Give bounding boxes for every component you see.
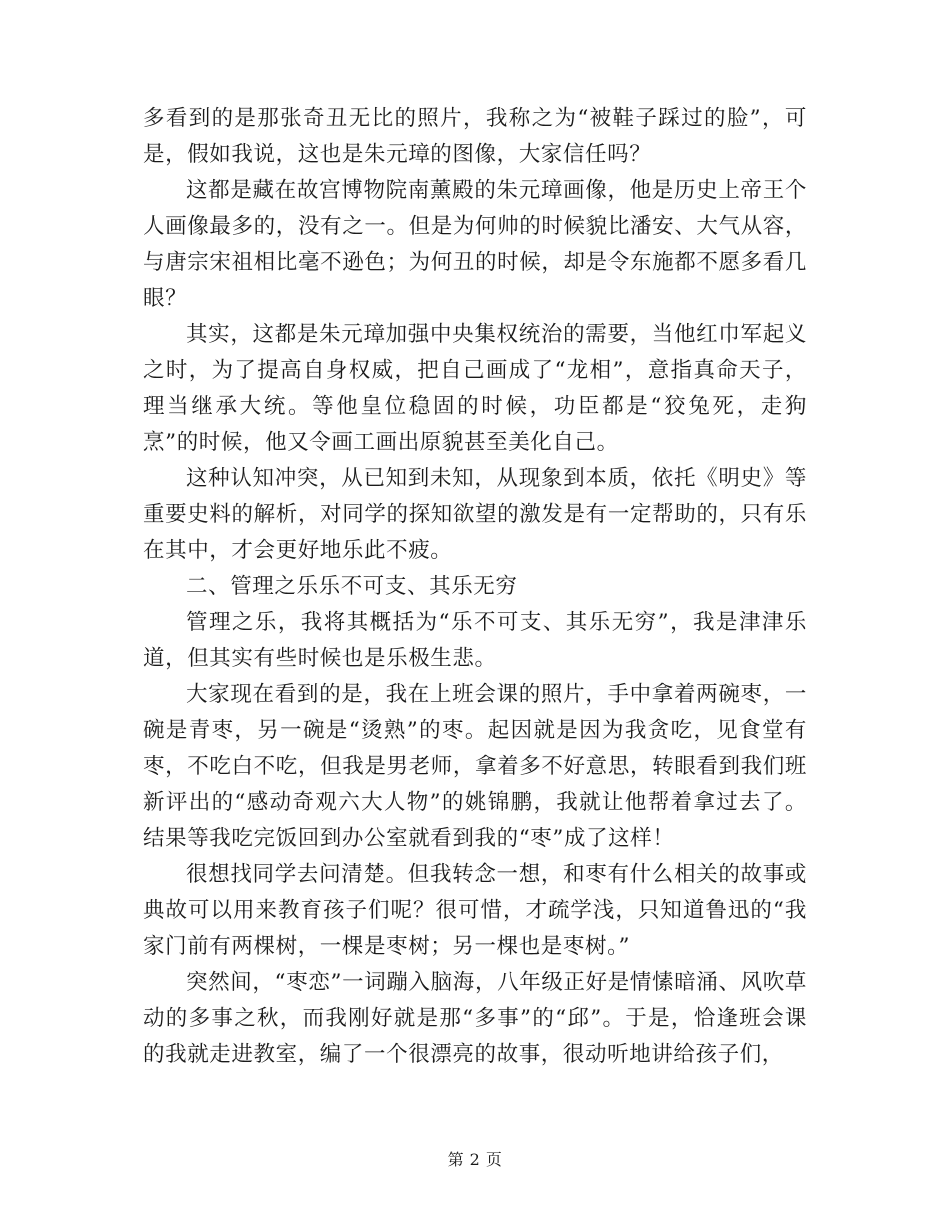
paragraph-9: 突然间，“枣恋”一词蹦入脑海，八年级正好是情愫暗涌、风吹草动的多事之秋，而我刚好就是那“多事”的“邱”。于是，恰逢班会课的我就走进教室，编了一个很漂亮的故事，很动听地讲给孩子们， (143, 970, 807, 1067)
document-body (143, 101, 807, 1073)
paragraph-3: 其实，这都是朱元璋加强中央集权统治的需要，当他红巾军起义之时，为了提高自身权威，把自己画成了“龙相”，意指真命天子，理当继承大统。等他皇位稳固的时候，功臣都是“狡兔死，走狗烹”的时候，他又令画工画出原貌甚至美化自己。 (143, 322, 807, 455)
paragraph-8: 很想找同学去问清楚。但我转念一想，和枣有什么相关的故事或典故可以用来教育孩子们呢？很可惜，才疏学浅，只知道鲁迅的“我家门前有两棵树，一棵是枣树；另一棵也是枣树。” (143, 862, 807, 959)
section-heading: 二、管理之乐乐不可支、其乐无穷 (186, 574, 518, 599)
paragraph-6: 管理之乐，我将其概括为“乐不可支、其乐无穷”，我是津津乐道，但其实有些时候也是乐极生悲。 (143, 610, 807, 671)
paragraph-4: 这种认知冲突，从已知到未知，从现象到本质，依托《明史》等重要史料的解析，对同学的探知欲望的激发是有一定帮助的，只有乐在其中，才会更好地乐此不疲。 (143, 466, 807, 563)
page-number: 第 2 页 (447, 1150, 503, 1169)
paragraph-1: 多看到的是那张奇丑无比的照片，我称之为“被鞋子踩过的脸”，可是，假如我说，这也是朱元璋的图像，大家信任吗？ (143, 106, 807, 167)
paragraph-2: 这都是藏在故宫博物院南薰殿的朱元璋画像，他是历史上帝王个人画像最多的，没有之一。但是为何帅的时候貌比潘安、大气从容，与唐宗宋祖相比毫不逊色；为何丑的时候，却是令东施都不愿多看几眼？ (143, 178, 807, 311)
paragraph-7: 大家现在看到的是，我在上班会课的照片，手中拿着两碗枣，一碗是青枣，另一碗是“烫熟”的枣。起因就是因为我贪吃，见食堂有枣，不吃白不吃，但我是男老师，拿着多不好意思，转眼看到我们班新评出的“感动奇观六大人物”的姚锦鹏，我就让他帮着拿过去了。结果等我吃完饭回到办公室就看到我的“枣”成了这样！ (143, 682, 807, 851)
